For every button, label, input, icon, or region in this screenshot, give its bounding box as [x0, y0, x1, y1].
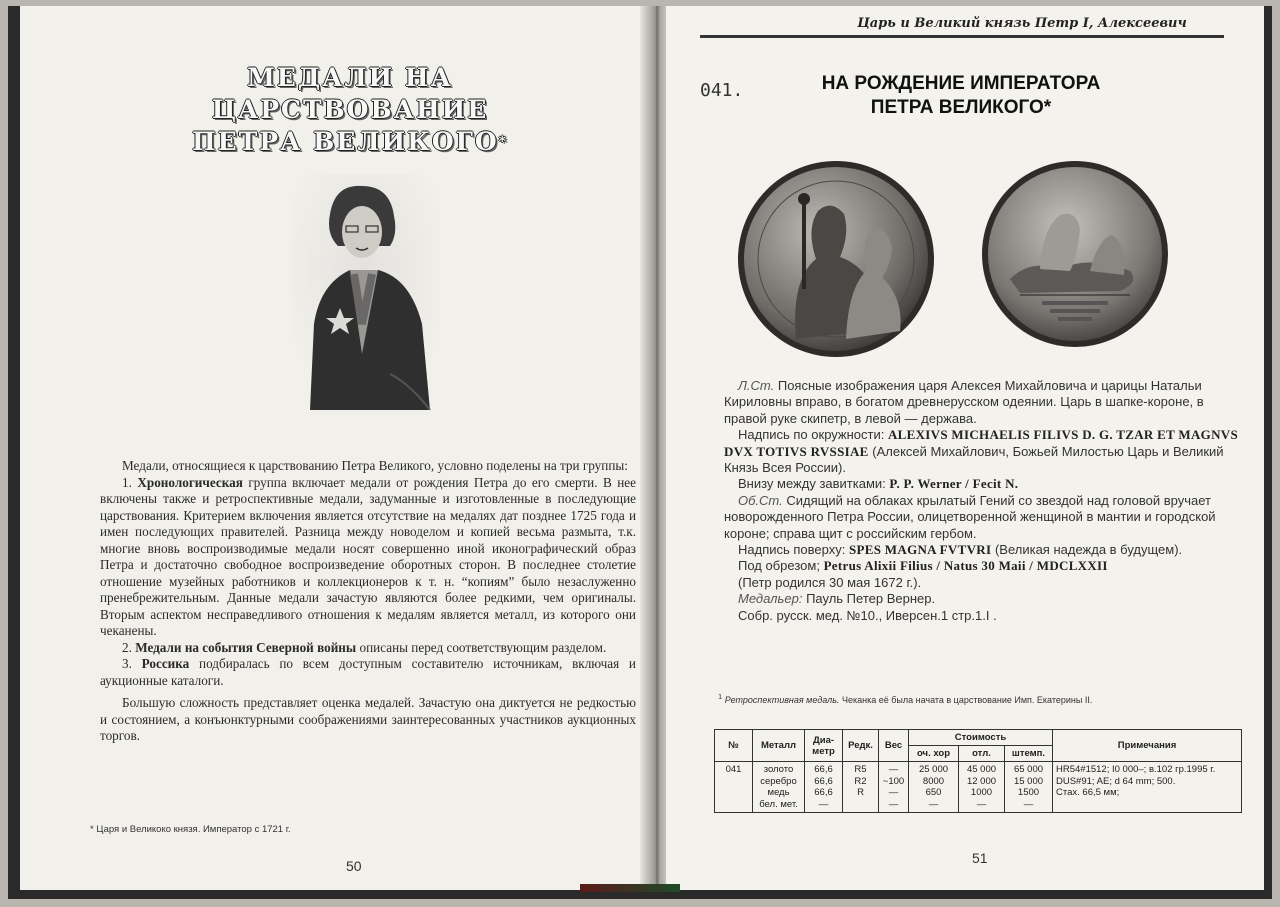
- unc-value: 1500: [1017, 787, 1040, 798]
- note-line: HR54#1512; I0 000–; в.102 гр.1995 г.: [1056, 764, 1216, 775]
- vf-value: 25 000: [918, 764, 949, 775]
- rarity-value: R2: [854, 775, 867, 787]
- right-footnote-text: Чеканка её была начата в царствование Имп. Екатерины II.: [841, 695, 1093, 705]
- col-cost-header: Стоимость: [909, 730, 1053, 746]
- medalist-name: Пауль Петер Вернер.: [806, 591, 936, 607]
- diameter-value: 66,6: [814, 787, 833, 798]
- medal-number: 041.: [700, 80, 744, 101]
- right-footnote: $^1$ Ретроспективная медаль. Чеканка её была начата в царствование Имп. Екатерины II.: [718, 692, 1093, 705]
- valuation-table: [714, 729, 1242, 813]
- col-diameter-header: Диа-метр: [805, 730, 843, 762]
- vf-value: —: [928, 798, 939, 810]
- cell-diameters: [805, 762, 843, 813]
- group-3-paragraph: [100, 656, 636, 689]
- left-page-title: [110, 62, 590, 158]
- cell-vf: [909, 762, 959, 813]
- signature-label: Внизу между завитками:: [738, 476, 886, 492]
- col-vf-header: оч. хор: [909, 746, 959, 762]
- right-page-number: 51: [972, 850, 988, 866]
- xf-value: 1000: [970, 787, 993, 798]
- obverse-legend: [724, 427, 1244, 476]
- group-2-number: 2.: [122, 639, 132, 655]
- medal-title-line2: ПЕТРА ВЕЛИКОГО: [870, 97, 1044, 118]
- medal-obverse-image: [736, 159, 936, 359]
- group-2-paragraph: [100, 640, 636, 657]
- rarity-value: R5: [854, 764, 867, 775]
- note-line: DUS#91; AE; d 64 mm; 500.: [1056, 775, 1176, 787]
- metal-white: бел. мет.: [759, 798, 798, 810]
- exergue-text: Petrus Alixii Filius / Natus 30 Maii / MDCLXXII: [823, 558, 1108, 574]
- medal-reverse-image: [980, 159, 1170, 349]
- col-weight-header: Вес: [879, 730, 909, 762]
- cell-notes: [1053, 762, 1242, 813]
- running-head-rule: [700, 35, 1224, 38]
- vf-value: 8000: [922, 775, 945, 787]
- obverse-text: Поясные изображения царя Алексея Михайловича и царицы Натальи Кириловны вправо, в богатом древнерусском одеянии. Царь в шапке-короне, в правой руке скипетр, в левой — держава.: [724, 378, 1204, 426]
- vf-value: 650: [925, 787, 942, 798]
- signature-text: P. P. Werner / Fecit N.: [889, 476, 1019, 492]
- exergue-label: Под обрезом;: [738, 558, 820, 574]
- metal-gold: золото: [763, 764, 794, 775]
- reverse-legend-text: SPES MAGNA FVTVRI: [848, 542, 992, 558]
- obverse-legend-text: ALEXIVS MICHAELIS FILIVS D. G. TZAR ET MAGNVS DVX TOTIVS RVSSIAE: [724, 427, 1238, 459]
- cell-xf: [959, 762, 1005, 813]
- left-body-text: [100, 458, 636, 745]
- obverse-legend-translation: (Алексей Михайлович, Божьей Милостью Царь и Великий Князь Всея России).: [724, 443, 1224, 476]
- xf-value: 45 000: [966, 764, 997, 775]
- medalist-line: [724, 591, 1244, 607]
- diameter-value: 66,6: [814, 775, 833, 787]
- intro-paragraph: Медали, относящиеся к царствованию Петра Великого, условно поделены на три группы:: [122, 458, 628, 473]
- col-no-header: №: [715, 730, 753, 762]
- right-footnote-italic: Ретроспективная медаль.: [724, 695, 840, 705]
- reverse-legend-label: Надпись поверху:: [738, 542, 846, 558]
- group-3-text: подбиралась по всем доступным составителю источникам, включая и аукционные каталоги.: [100, 656, 636, 688]
- col-metal-header: Металл: [753, 730, 805, 762]
- medal-title-line1: НА РОЖДЕНИЕ ИМПЕРАТОРА: [821, 73, 1101, 94]
- weight-value: —: [888, 798, 899, 810]
- xf-value: —: [976, 798, 987, 810]
- weight-value: —: [888, 787, 899, 798]
- metal-copper: медь: [767, 787, 790, 798]
- reverse-legend: [724, 542, 1244, 558]
- rarity-value: R: [857, 787, 864, 798]
- cell-metals: [753, 762, 805, 813]
- unc-value: —: [1023, 798, 1034, 810]
- bookmark-ribbon: [580, 884, 680, 892]
- reverse-label: Об.Ст.: [738, 492, 783, 508]
- medal-title-footnote-mark: *: [1043, 97, 1052, 118]
- reverse-description: [724, 493, 1244, 542]
- xf-value: 12 000: [966, 775, 997, 787]
- note-line: Стах. 66,5 мм;: [1056, 787, 1120, 798]
- right-page: [666, 6, 1264, 890]
- reverse-text: Сидящий на облаках крылатый Гений со звездой над головой вручает новорожденного Петра России, олицетворенной женщиной в мантии и городской короне; справа щит с российским гербом.: [724, 492, 1216, 541]
- signature-line: [724, 476, 1244, 492]
- left-page-number: 50: [346, 858, 362, 874]
- left-title-line1: МЕДАЛИ НА ЦАРСТВОВАНИЕ: [211, 63, 489, 124]
- group-3-number: 3.: [122, 656, 132, 671]
- obverse-label: Л.Ст.: [738, 378, 775, 393]
- diameter-value: 66,6: [814, 764, 833, 775]
- exergue-translation: (Петр родился 30 мая 1672 г.).: [738, 574, 922, 590]
- cell-weights: [879, 762, 909, 813]
- closing-paragraph: Большую сложность представляет оценка медалей. Зачастую она диктуется не редкостью и состоянием, а конъюнктурными соображениями заинтересованных участников аукционных торгов.: [100, 695, 636, 743]
- group-3-name: Россика: [141, 656, 190, 671]
- exergue-line: [724, 558, 1244, 574]
- diameter-value: —: [818, 798, 829, 810]
- left-page: [20, 6, 660, 890]
- unc-value: 15 000: [1013, 775, 1044, 787]
- reverse-legend-translation: (Великая надежда в будущем).: [994, 542, 1183, 558]
- weight-value: ~100: [882, 775, 905, 787]
- col-rarity-header: Редк.: [843, 730, 879, 762]
- table-header-row: [715, 730, 1242, 746]
- references-line: Собр. русск. мед. №10., Иверсен.1 стр.1.I .: [738, 607, 997, 623]
- table-row: [715, 762, 1242, 813]
- group-1-paragraph: [100, 475, 636, 640]
- running-head: Царь и Великий князь Петр I, Алексеевич: [857, 16, 1187, 31]
- col-unc-header: штемп.: [1005, 746, 1053, 762]
- col-notes-header: Примечания: [1053, 730, 1242, 762]
- group-2-text: описаны перед соответствующим разделом.: [359, 639, 607, 655]
- obverse-description: [724, 378, 1244, 427]
- unc-value: 65 000: [1013, 764, 1044, 775]
- group-2-name: Медали на события Северной войны: [135, 639, 357, 655]
- group-1-text: группа включает медали от рождения Петра до его смерти. В нее включены также и ретроспективные медали, задуманные и изготовленные в последующие царствования. Критерием включения является отсутствие на медалях дат позднее 1725 года и имен последующих правителей. Разница между новоделом и копией весьма размыта, т.к. многие вновь воспроизводимые медали носят совершенно иной иконографический образ Петра и достаточно свободное воспроизведение оборотных сторон. В последнее столетие отношение музейных работников и коллекционеров к т. н. “копиям” было незаслуженно пренебрежительным. Данные медали зачастую являются более редкими, чем оригиналы. Вторым аспектом несправедливого отношения к медалям является металл, из которого они чеканены.: [100, 474, 636, 638]
- obverse-legend-label: Надпись по окружности:: [738, 427, 885, 443]
- left-title-line2: ПЕТРА ВЕЛИКОГО: [192, 127, 499, 156]
- cell-no: 041: [715, 762, 753, 813]
- weight-value: —: [888, 764, 899, 775]
- medal-title: [796, 72, 1126, 120]
- medal-description: [724, 378, 1244, 624]
- metal-silver: серебро: [760, 775, 797, 787]
- group-1-number: 1.: [122, 474, 132, 490]
- medalist-label: Медальер:: [738, 591, 803, 607]
- cell-unc: [1005, 762, 1053, 813]
- peter-the-great-portrait: [290, 174, 440, 410]
- left-footnote: * Царя и Великоко князя. Император с 1721 г.: [90, 824, 291, 835]
- col-xf-header: отл.: [959, 746, 1005, 762]
- cell-rarity: [843, 762, 879, 813]
- group-1-name: Хронологическая: [137, 474, 243, 490]
- left-title-footnote-mark: *: [498, 134, 508, 150]
